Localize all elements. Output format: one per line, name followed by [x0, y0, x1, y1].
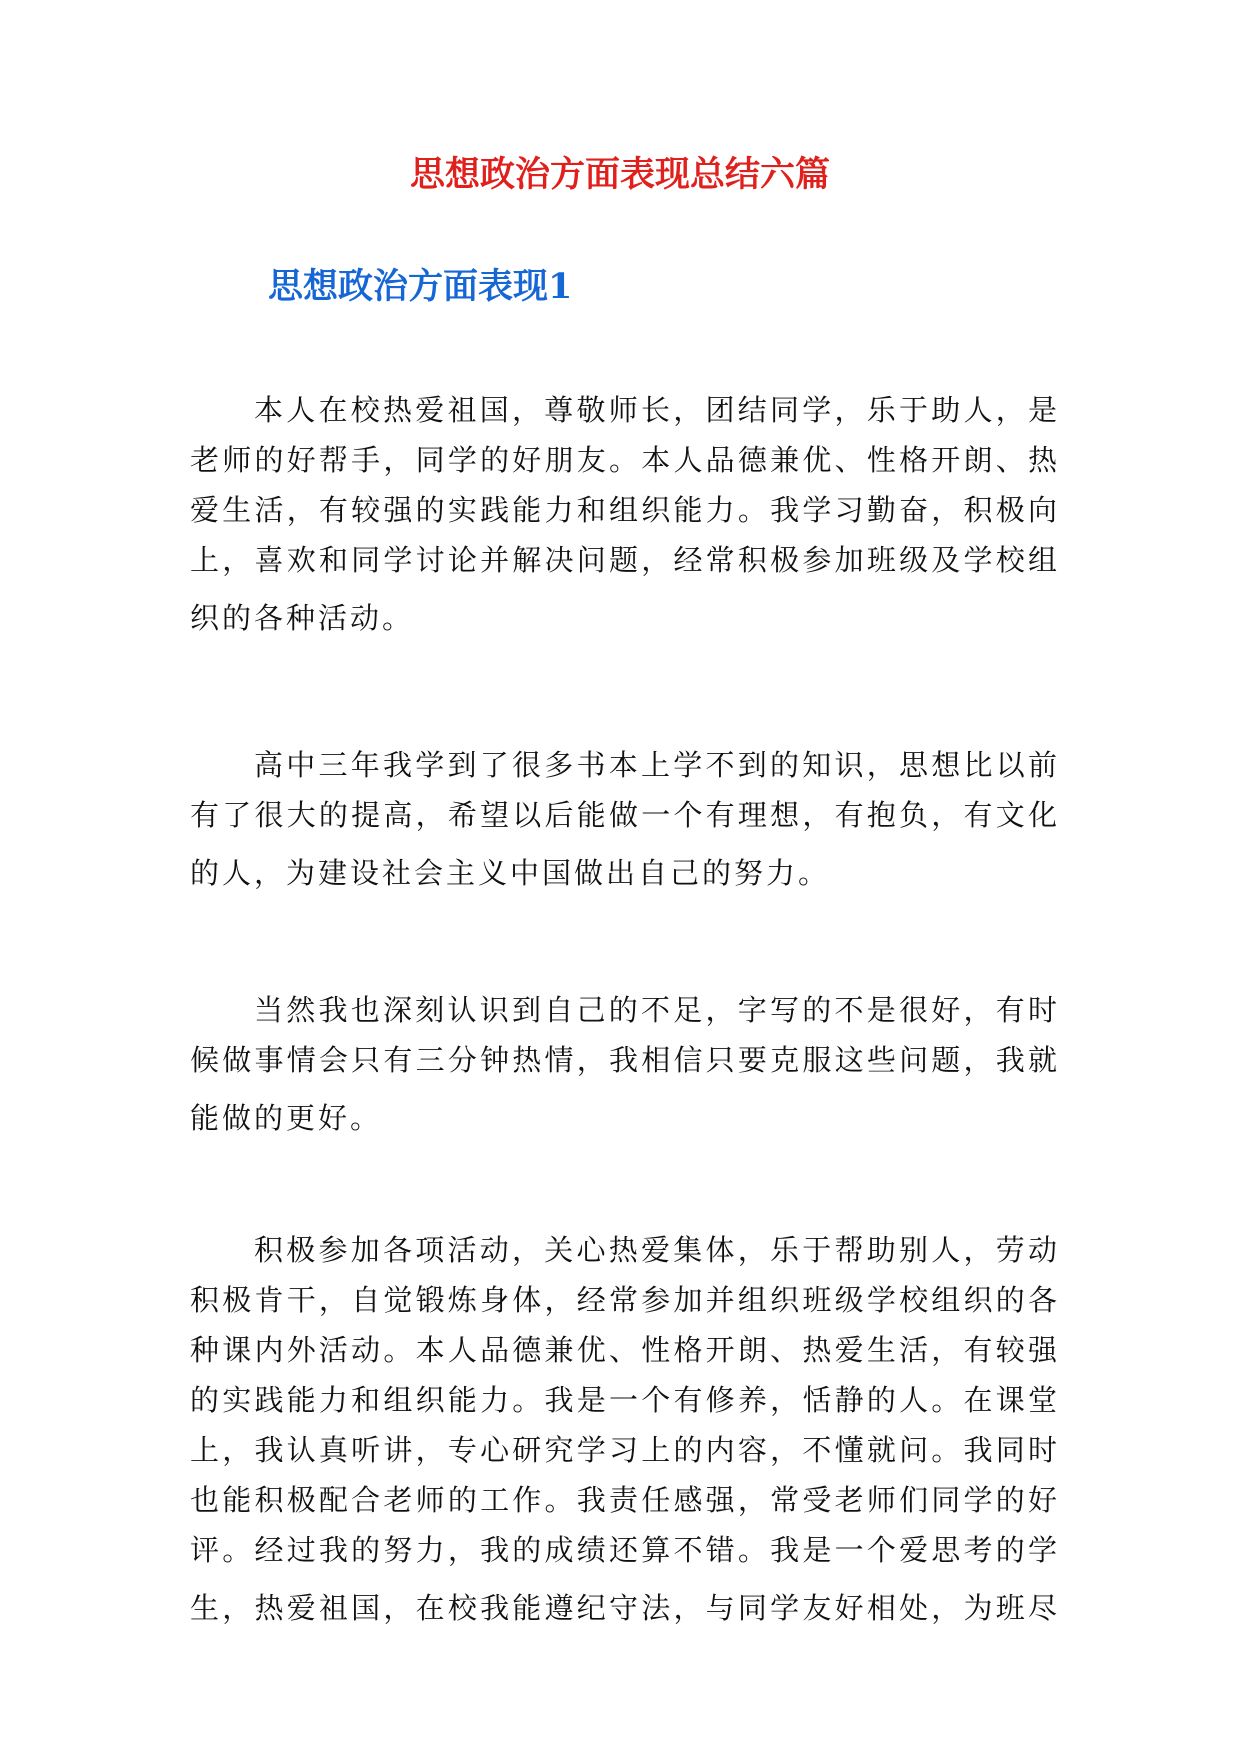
paragraph-line: 当然我也深刻认识到自己的不足，字写的不是很好，有时 — [254, 993, 1060, 1027]
paragraph-2 — [190, 740, 1060, 898]
paragraph-line: 能做的更好。 — [190, 1101, 383, 1135]
paragraph-4 — [190, 1225, 1060, 1633]
paragraph-line: 生，热爱祖国，在校我能遵纪守法，与同学友好相处，为班尽 — [190, 1591, 1060, 1625]
paragraph-1 — [190, 385, 1060, 643]
section-heading: 思想政治方面表现1 — [268, 266, 573, 307]
paragraph-line: 高中三年我学到了很多书本上学不到的知识，思想比以前 — [254, 748, 1060, 782]
paragraph-line: 老师的好帮手，同学的好朋友。本人品德兼优、性格开朗、热 — [190, 443, 1060, 477]
paragraph-line: 积极肯干，自觉锻炼身体，经常参加并组织班级学校组织的各 — [190, 1283, 1060, 1317]
paragraph-line: 上，我认真听讲，专心研究学习上的内容，不懂就问。我同时 — [190, 1433, 1060, 1467]
paragraph-line: 候做事情会只有三分钟热情，我相信只要克服这些问题，我就 — [190, 1043, 1060, 1077]
paragraph-line: 种课内外活动。本人品德兼优、性格开朗、热爱生活，有较强 — [190, 1333, 1060, 1367]
paragraph-line: 本人在校热爱祖国，尊敬师长，团结同学，乐于助人，是 — [254, 393, 1060, 427]
paragraph-line: 也能积极配合老师的工作。我责任感强，常受老师们同学的好 — [190, 1483, 1060, 1517]
paragraph-line: 评。经过我的努力，我的成绩还算不错。我是一个爱思考的学 — [190, 1533, 1060, 1567]
paragraph-3 — [190, 985, 1060, 1143]
document-title: 思想政治方面表现总结六篇 — [409, 154, 830, 195]
paragraph-line: 的实践能力和组织能力。我是一个有修养，恬静的人。在课堂 — [190, 1383, 1060, 1417]
paragraph-line: 织的各种活动。 — [190, 601, 415, 635]
paragraph-line: 积极参加各项活动，关心热爱集体，乐于帮助别人，劳动 — [254, 1233, 1060, 1267]
paragraph-line: 上，喜欢和同学讨论并解决问题，经常积极参加班级及学校组 — [190, 543, 1060, 577]
paragraph-line: 有了很大的提高，希望以后能做一个有理想，有抱负，有文化 — [190, 798, 1060, 832]
paragraph-line: 爱生活，有较强的实践能力和组织能力。我学习勤奋，积极向 — [190, 493, 1060, 527]
paragraph-line: 的人，为建设社会主义中国做出自己的努力。 — [190, 856, 831, 890]
